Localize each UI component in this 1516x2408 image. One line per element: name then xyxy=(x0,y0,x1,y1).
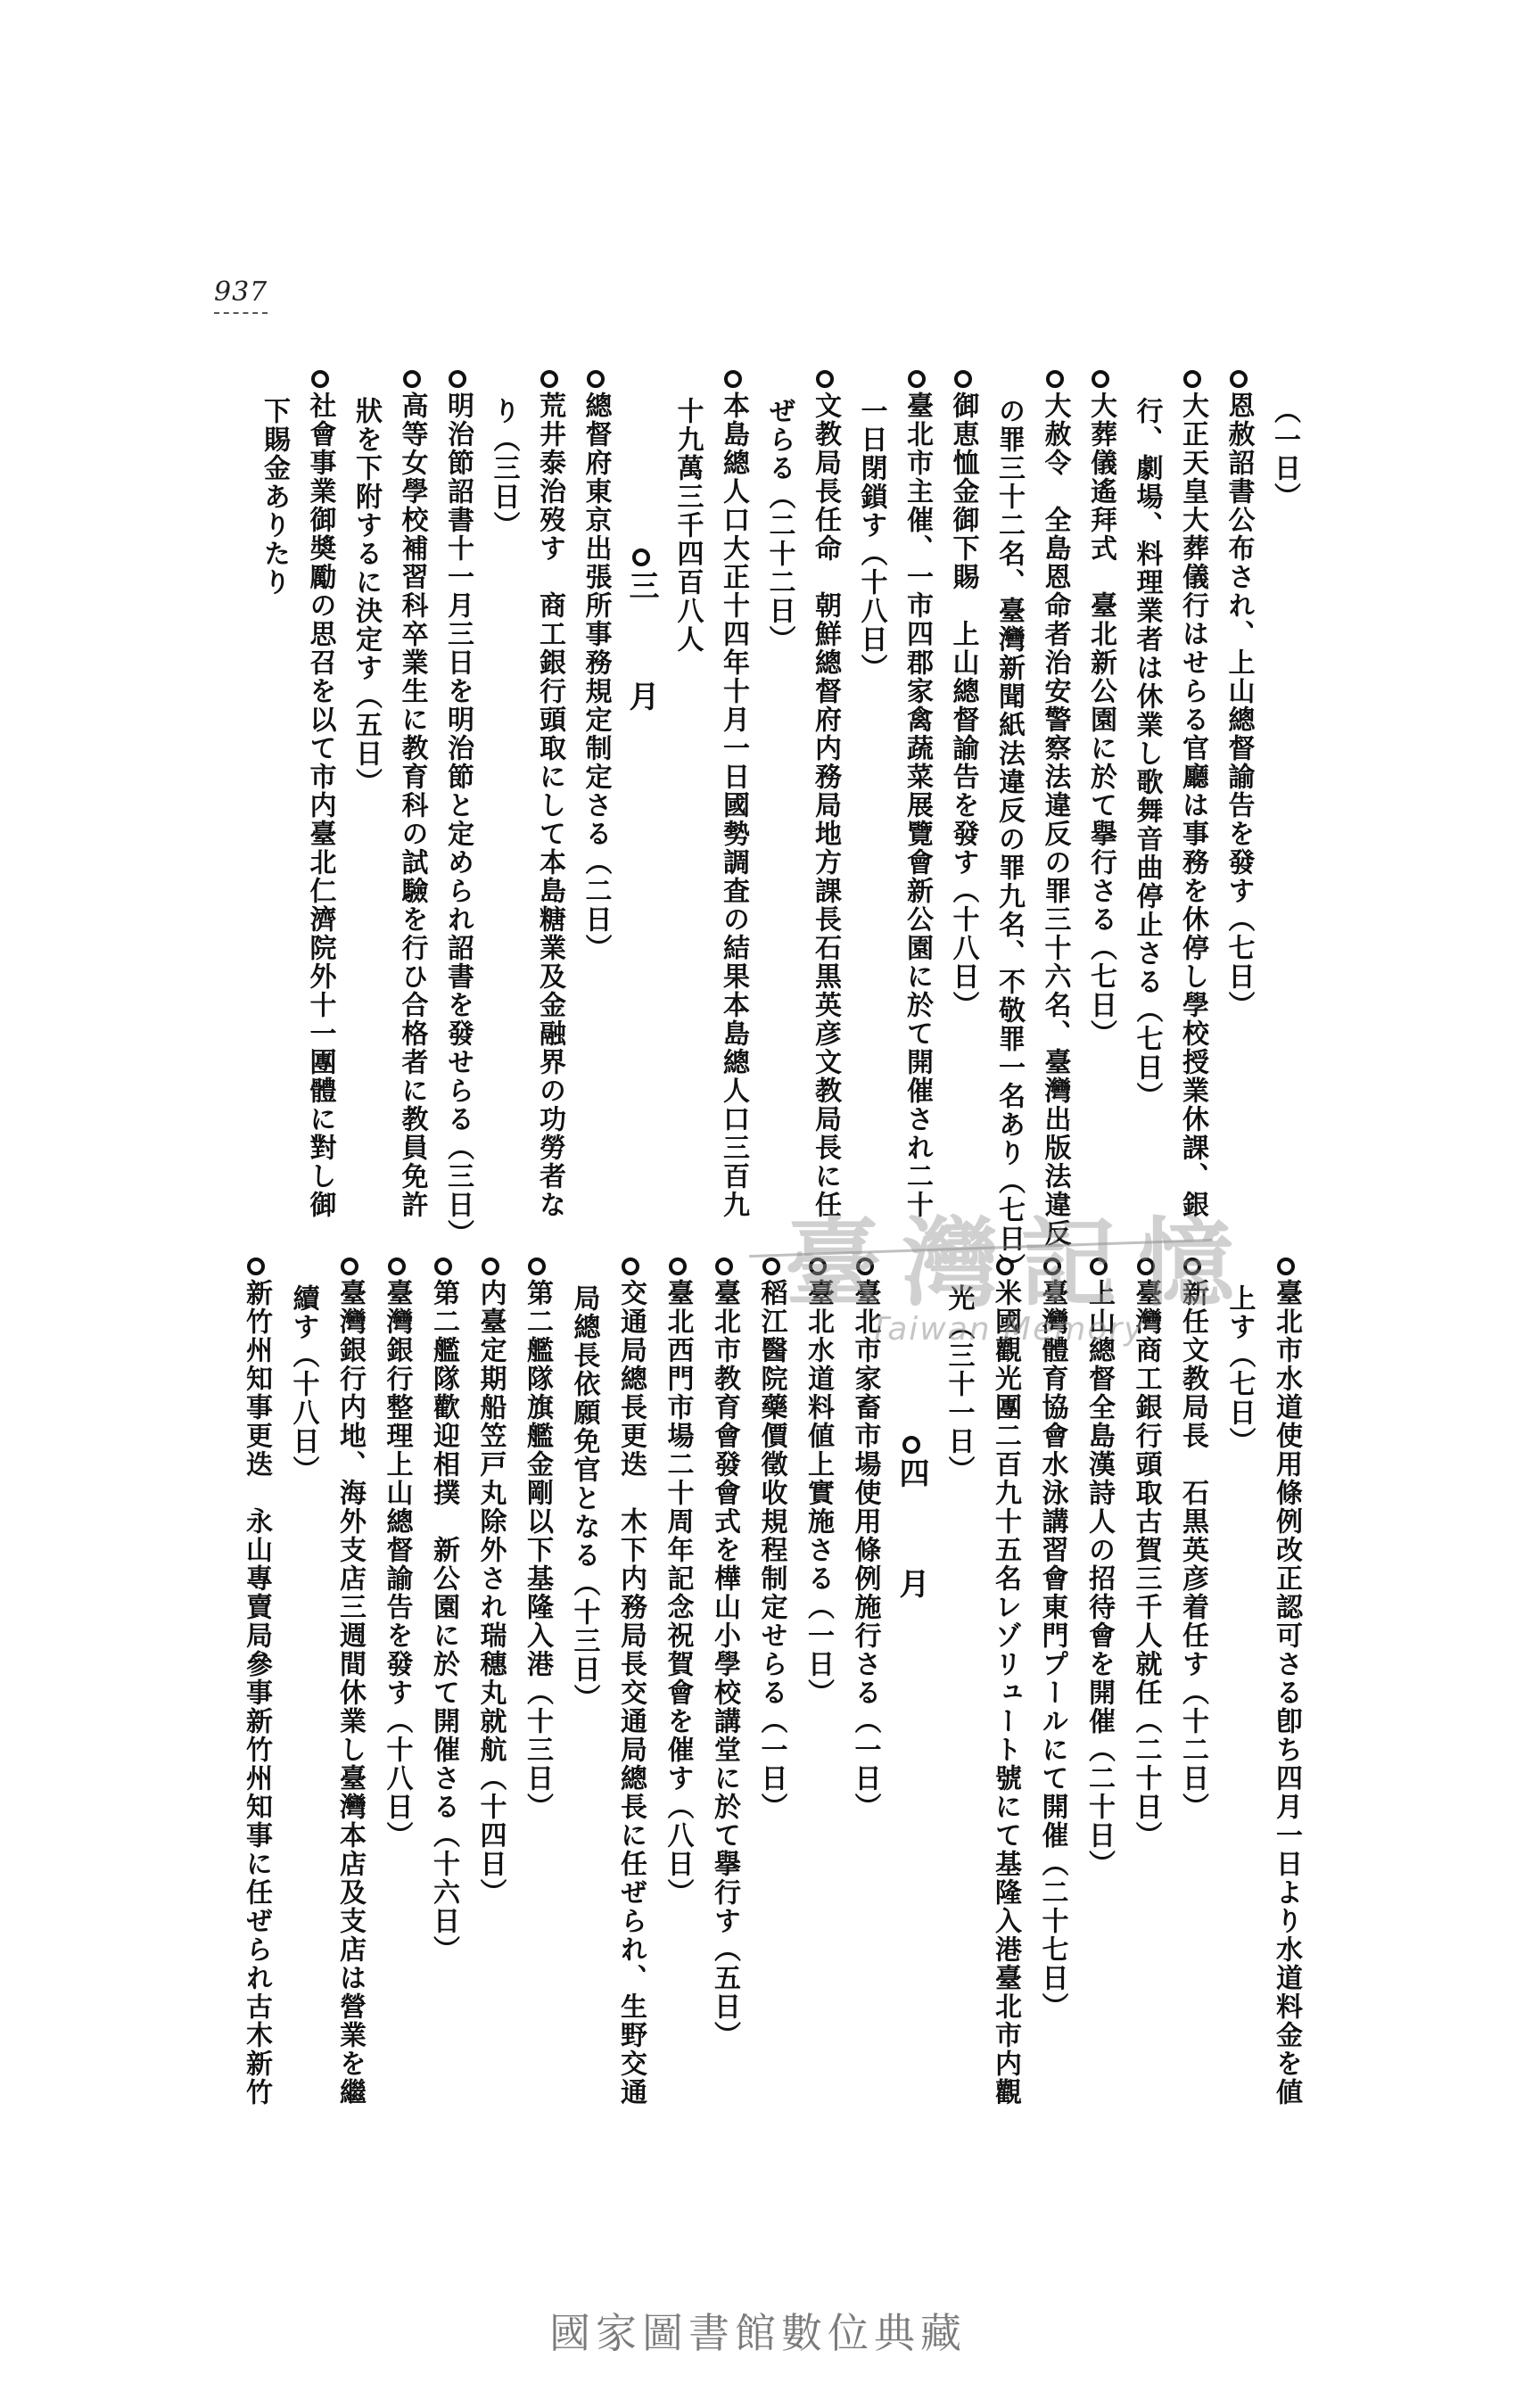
text-column xyxy=(1271,1258,1301,2107)
column-text: 臺北市主催、一市四郡家禽蔬菜展覽會新公園に於て開催され二十 xyxy=(902,392,933,1219)
text-column xyxy=(534,370,564,1219)
column-text: 十九萬三千四百八人 xyxy=(671,397,704,654)
column-text: 臺灣銀行整理上山總督諭告を發す（十八日） xyxy=(381,1279,413,1850)
column-text: 高等女學校補習科卒業生に教育科の試驗を行ひ合格者に教員免許 xyxy=(396,392,428,1219)
column-text: の罪三十二名、臺灣新聞紙法違反の罪九名、不敬罪一名あり（七日） xyxy=(993,397,1025,1282)
text-column xyxy=(718,370,748,1219)
watermark-subtitle: Taiwan Memory xyxy=(869,1311,1145,1348)
column-text: 荒井泰治歿す 商工銀行頭取にして本島糖業及金融界の功勞者な xyxy=(534,392,565,1219)
text-column xyxy=(990,1258,1020,2107)
column-text: 社會事業御奬勵の思召を以て市内臺北仁濟院外十一團體に對し御 xyxy=(304,392,336,1219)
watermark-title: 臺灣記憶 xyxy=(785,1208,1256,1320)
column-text: 文教局長任命 朝鮮總督府内務局地方課長石黒英彦文教局長に任 xyxy=(810,392,841,1219)
bullet-circle-icon xyxy=(1183,370,1201,388)
text-column xyxy=(428,1258,458,1964)
column-text: 交通局總長更迭 木下内務局長交通局總長に任ぜられ、生野交通 xyxy=(615,1279,647,2107)
column-text: 新竹州知事更迭 永山專賣局參事新竹州知事に任ぜられ古木新竹 xyxy=(241,1279,272,2107)
text-column xyxy=(993,397,1024,1282)
text-column xyxy=(288,1284,318,1484)
column-text: 本島總人口大正十四年十月一日國勢調査の結果本島總人口三百九 xyxy=(718,392,749,1219)
text-column xyxy=(397,370,427,1219)
text-column xyxy=(810,370,840,1219)
column-text: 臺北水道料値上實施さる（一日） xyxy=(803,1279,834,1707)
text-column xyxy=(1085,370,1116,1048)
bullet-circle-icon xyxy=(669,1258,687,1275)
column-text: り（三日） xyxy=(488,397,520,540)
text-column xyxy=(569,1284,599,1712)
text-column xyxy=(522,1258,552,1821)
text-column xyxy=(1040,370,1070,1248)
month-heading xyxy=(896,1436,927,1623)
column-text: 下賜金ありたり xyxy=(259,397,290,597)
column-text: 上す（七日） xyxy=(1224,1284,1256,1456)
bullet-circle-icon xyxy=(341,1258,358,1275)
column-text: 一日閉鎖す（十八日） xyxy=(855,397,887,682)
column-text: 總督府東京出張所事務規定制定さる（二日） xyxy=(580,392,612,962)
bullet-circle-icon xyxy=(1046,370,1064,388)
bullet-circle-icon xyxy=(816,370,834,388)
bullet-circle-icon xyxy=(1230,370,1248,388)
text-column xyxy=(902,370,932,1219)
column-text: 臺北市教育會發會式を樺山小學校講堂に於て擧行す（五日） xyxy=(709,1279,740,2049)
text-column xyxy=(803,1258,833,1707)
text-column xyxy=(756,1258,787,1821)
text-column xyxy=(709,1258,739,2049)
bullet-circle-icon xyxy=(715,1258,733,1275)
column-text: 臺北西門市場二十周年記念祝賀會を催す（八日） xyxy=(662,1279,694,1907)
column-text: 上山總督全島漢詩人の招待會を開催（二十日） xyxy=(1083,1279,1115,1878)
column-text: 行、劇場、料理業者は休業し歌舞音曲停止さる（七日） xyxy=(1131,397,1163,1110)
text-column xyxy=(241,1258,271,2107)
bullet-circle-icon xyxy=(1092,370,1109,388)
column-text: 臺灣商工銀行頭取古賀三千人就任（二十日） xyxy=(1130,1279,1162,1850)
column-text: 米國觀光團二百九十五名レゾリュート號にて基隆入港臺北市内觀 xyxy=(990,1279,1021,2107)
page-number: 937 xyxy=(214,276,268,308)
text-column xyxy=(1132,397,1162,1110)
bullet-circle-icon xyxy=(311,370,329,388)
bullet-circle-icon xyxy=(1277,1258,1295,1275)
text-column xyxy=(1177,1258,1207,1821)
footer-credit: 國家圖書館數位典藏 xyxy=(549,2309,967,2357)
bullet-circle-icon xyxy=(403,370,421,388)
bullet-circle-icon xyxy=(247,1258,265,1275)
text-column xyxy=(350,397,381,796)
column-text: ぜらる（二十二日） xyxy=(763,397,795,654)
text-column xyxy=(615,1258,646,2107)
column-text: 大赦令 全島恩命者治安警察法違反の罪三十六名、臺灣出版法違反 xyxy=(1039,392,1071,1248)
bullet-circle-icon xyxy=(482,1258,499,1275)
column-text: 御恵恤金御下賜 上山總督諭告を發す（十八日） xyxy=(947,392,979,1019)
page-number-rule xyxy=(214,312,268,314)
bullet-circle-icon xyxy=(540,370,558,388)
bullet-circle-icon xyxy=(954,370,972,388)
text-column xyxy=(305,370,335,1219)
text-column xyxy=(1177,370,1207,1219)
column-text: 續す（十八日） xyxy=(287,1284,319,1484)
text-column xyxy=(856,397,886,682)
month-heading xyxy=(623,548,659,736)
column-text: 大葬儀遙拜式 臺北新公園に於て擧行さる（七日） xyxy=(1085,392,1116,1048)
column-text: 第二艦隊旗艦金剛以下基隆入港（十三日） xyxy=(522,1279,553,1821)
text-column xyxy=(581,370,611,962)
text-column xyxy=(259,397,289,597)
bullet-circle-icon xyxy=(908,370,926,388)
column-text: 局總長依願免官となる（十三日） xyxy=(568,1284,600,1712)
text-column xyxy=(948,370,978,1019)
text-column xyxy=(672,397,703,654)
column-text: 臺北市水道使用條例改正認可さる卽ち四月一日より水道料金を値 xyxy=(1271,1279,1302,2107)
column-text: 臺灣體育協會水泳講習會東門プールにて開催（二十七日） xyxy=(1036,1279,1068,2021)
text-column xyxy=(1269,397,1299,511)
bullet-circle-icon xyxy=(902,1436,920,1454)
column-text: 第二艦隊歡迎相撲 新公園に於て開催さる（十六日） xyxy=(428,1279,459,1964)
column-text: 新任文教局長 石黒英彦着任す（十二日） xyxy=(1177,1279,1208,1821)
text-column xyxy=(334,1258,365,2107)
text-column xyxy=(663,1258,693,1907)
column-text: 狀を下附するに決定す（五日） xyxy=(350,397,382,796)
column-text: 臺灣銀行内地、海外支店三週間休業し臺灣本店及支店は營業を繼 xyxy=(334,1279,366,2107)
bullet-circle-icon xyxy=(762,1258,780,1275)
column-text: 大正天皇大葬儀行はせらる官廳は事務を休停し學校授業休課、銀 xyxy=(1177,392,1208,1219)
bullet-circle-icon xyxy=(388,1258,406,1275)
text-column xyxy=(475,1258,506,1907)
bullet-circle-icon xyxy=(528,1258,546,1275)
bullet-circle-icon xyxy=(434,1258,452,1275)
column-text: 三 月 xyxy=(623,570,659,736)
text-column xyxy=(1224,370,1254,1019)
column-text: 内臺定期船笠戸丸除外され瑞穗丸就航（十四日） xyxy=(474,1279,507,1907)
column-text: 稻江醫院藥價徵收規程制定せらる（一日） xyxy=(755,1279,787,1821)
column-text: （一日） xyxy=(1269,397,1300,511)
bullet-circle-icon xyxy=(622,1258,639,1275)
text-column xyxy=(382,1258,412,1850)
column-text: 恩赦詔書公布され、上山總督諭告を發す（七日） xyxy=(1223,392,1255,1019)
column-text: 四 月 xyxy=(894,1457,929,1623)
column-text: 明治節詔書十一月三日を明治節と定められ詔書を發せらる（三日） xyxy=(442,392,474,1248)
text-column xyxy=(764,397,795,654)
text-column xyxy=(489,397,519,540)
bullet-circle-icon xyxy=(587,370,605,388)
bullet-circle-icon xyxy=(449,370,466,388)
bullet-circle-icon xyxy=(632,548,650,566)
column-text: 臺北市家畜市場使用條例施行さる（一日） xyxy=(849,1279,881,1821)
text-column xyxy=(1083,1258,1114,1878)
text-column xyxy=(1037,1258,1067,2021)
bullet-circle-icon xyxy=(724,370,742,388)
text-column xyxy=(442,370,473,1248)
column-text: 光（三十一日） xyxy=(943,1284,975,1484)
